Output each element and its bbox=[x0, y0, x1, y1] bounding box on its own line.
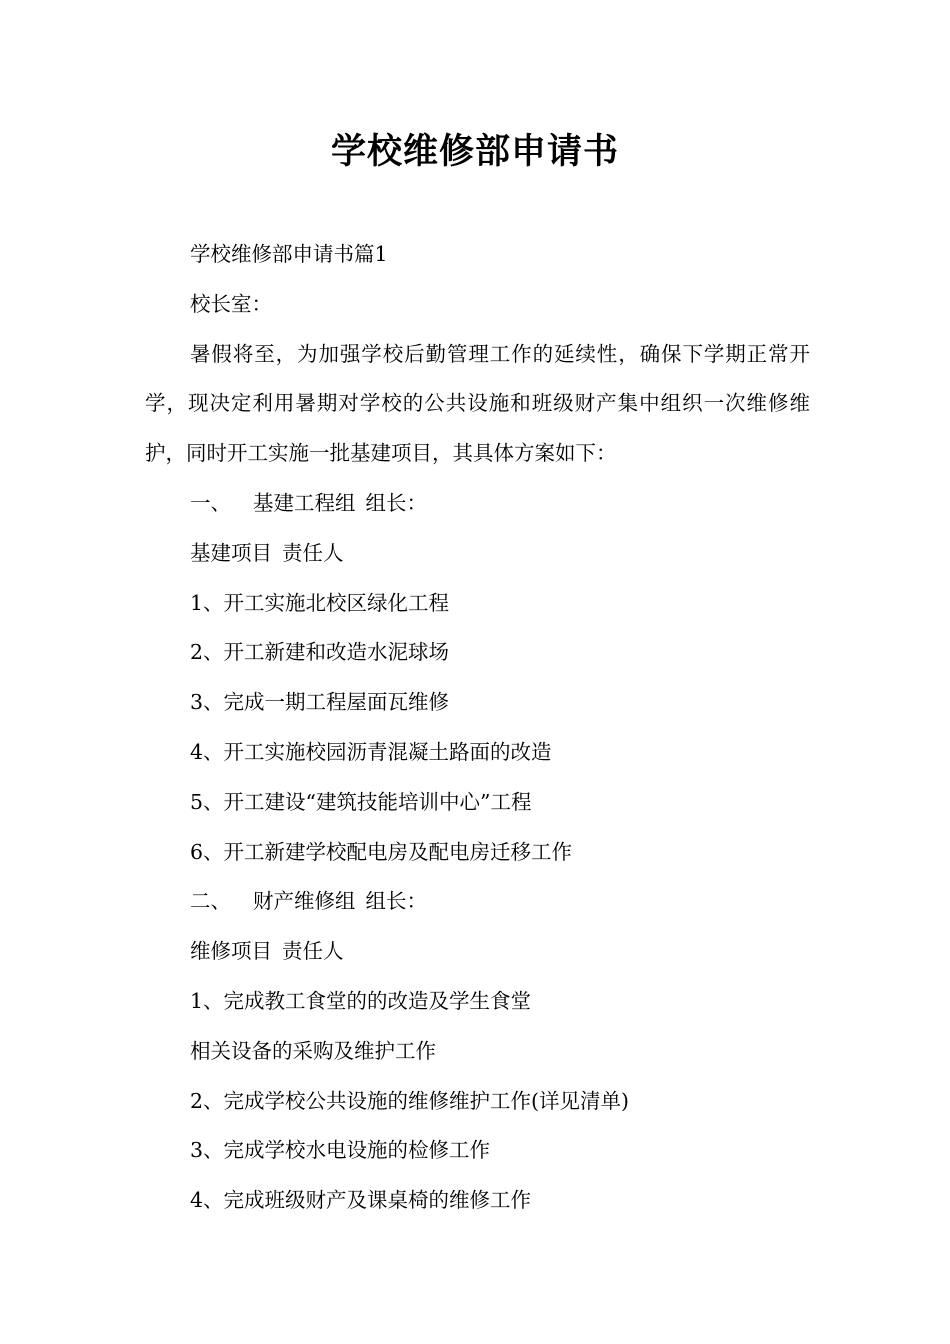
document-body bbox=[145, 230, 810, 1226]
list-item: 1、开工实施北校区绿化工程 bbox=[190, 590, 450, 615]
section2-leader-label: 组长： bbox=[365, 889, 427, 914]
section-heading: 学校维修部申请书篇1 bbox=[190, 242, 388, 266]
section1-leader-label: 组长： bbox=[365, 490, 427, 515]
list-item: 2、完成学校公共设施的维修维护工作(详见清单) bbox=[190, 1088, 630, 1113]
section1-name: 基建工程组 bbox=[253, 490, 356, 515]
list-item: 3、完成一期工程屋面瓦维修 bbox=[190, 690, 450, 715]
section2-heading bbox=[145, 877, 810, 927]
section1-number: 一、 bbox=[190, 490, 231, 515]
list-item: 4、完成班级财产及课桌椅的维修工作 bbox=[190, 1188, 532, 1213]
list-item: 6、开工新建学校配电房及配电房迁移工作 bbox=[190, 839, 573, 864]
section1-heading bbox=[145, 479, 810, 529]
document-title: 学校维修部申请书 bbox=[330, 132, 619, 172]
section1-col-person: 责任人 bbox=[282, 540, 344, 565]
intro-paragraph: 暑假将至，为加强学校后勤管理工作的延续性，确保下学期正常开学，现决定利用暑期对学校的公共设施和班级财产集中组织一次维修维护，同时开工实施一批基建项目，其具体方案如下： bbox=[145, 341, 810, 466]
section2-columns bbox=[145, 927, 810, 977]
list-item: 相关设备的采购及维护工作 bbox=[190, 1038, 436, 1063]
section2-name: 财产维修组 bbox=[253, 889, 356, 914]
section2-number: 二、 bbox=[190, 889, 231, 914]
section2-col-item: 维修项目 bbox=[190, 939, 272, 964]
section2-col-person: 责任人 bbox=[282, 939, 344, 964]
section1-col-item: 基建项目 bbox=[190, 540, 272, 565]
list-item: 1、完成教工食堂的的改造及学生食堂 bbox=[190, 988, 532, 1013]
list-item: 4、开工实施校园沥青混凝土路面的改造 bbox=[190, 739, 552, 764]
list-item: 3、完成学校水电设施的检修工作 bbox=[190, 1138, 491, 1163]
addressee: 校长室： bbox=[190, 291, 272, 316]
section1-columns bbox=[145, 529, 810, 579]
list-item: 2、开工新建和改造水泥球场 bbox=[190, 640, 450, 665]
list-item: 5、开工建设“建筑技能培训中心”工程 bbox=[190, 789, 532, 814]
